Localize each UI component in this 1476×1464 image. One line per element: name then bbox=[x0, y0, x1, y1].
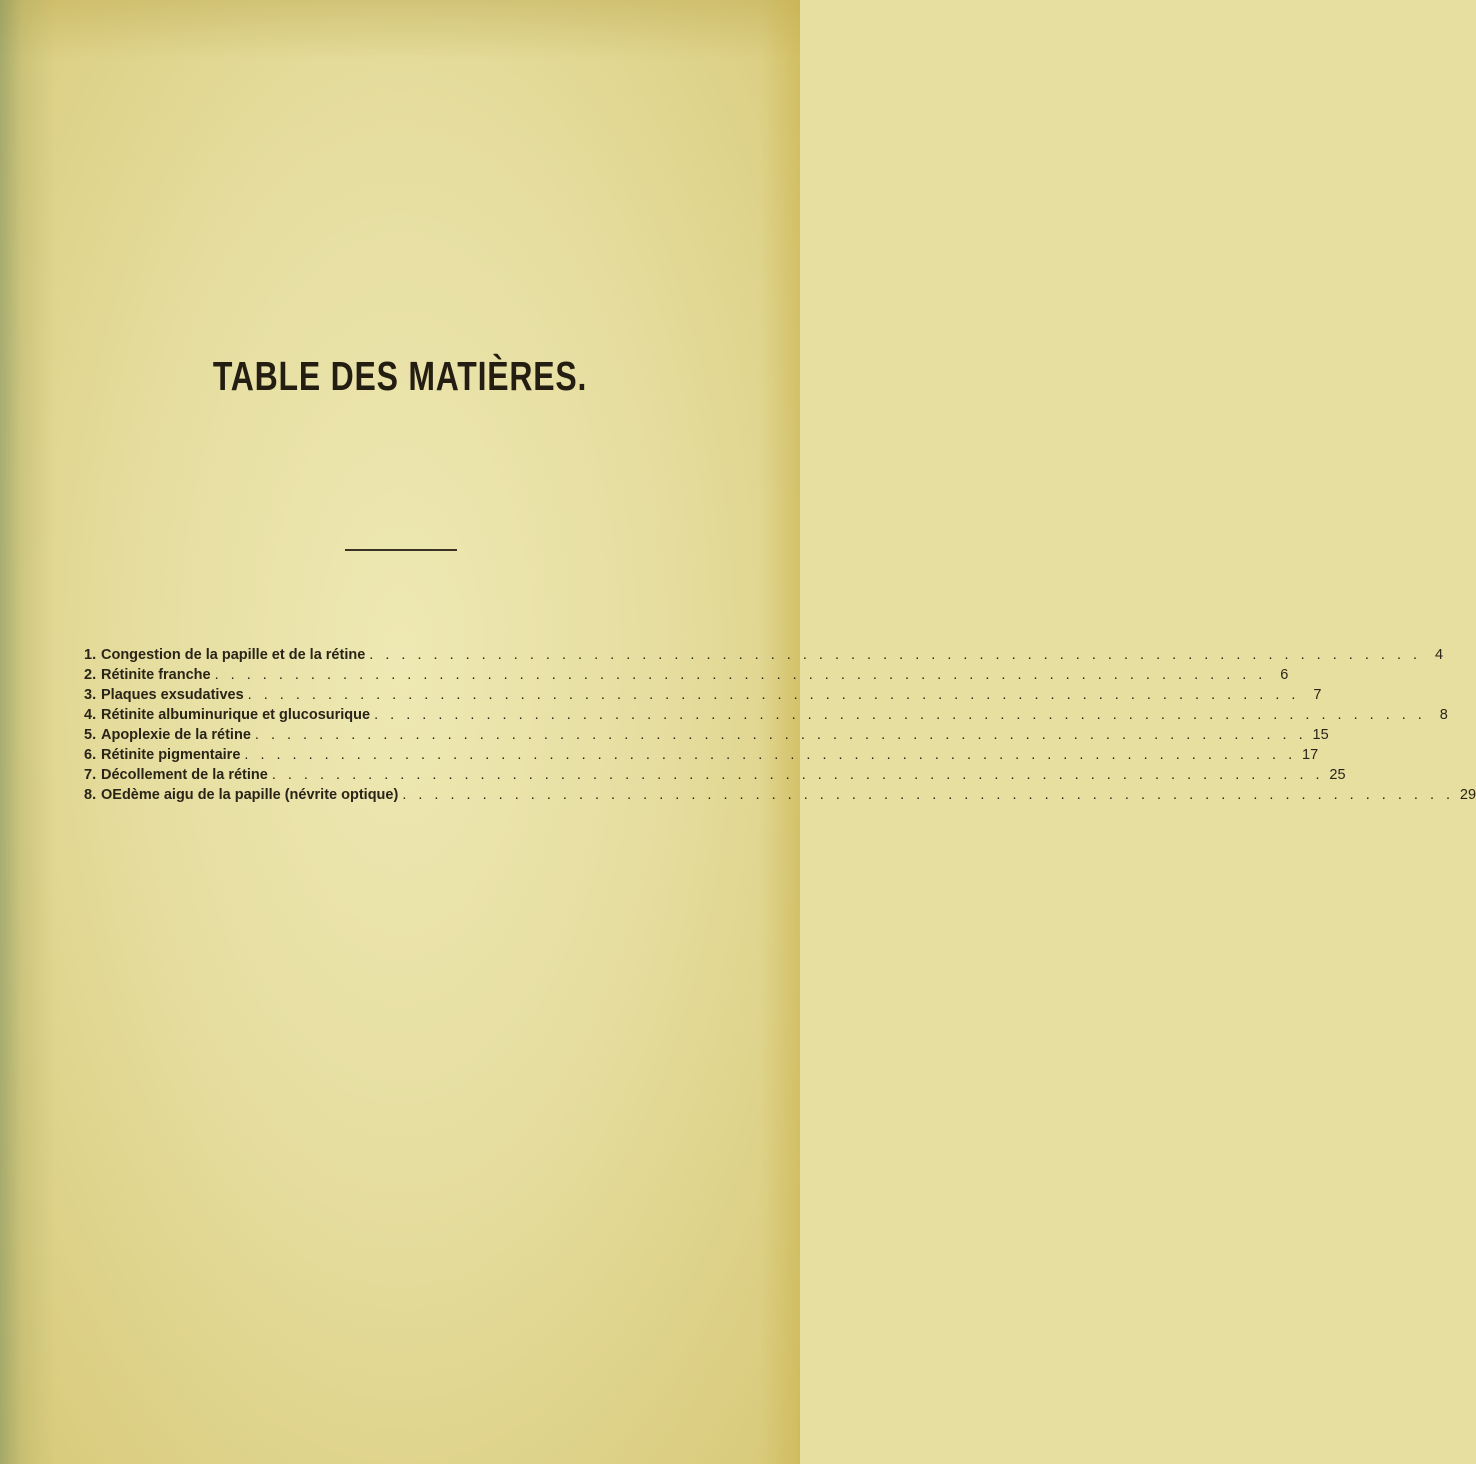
toc-entry-number: 2. bbox=[84, 667, 97, 683]
toc-entry-page: 8 bbox=[1439, 707, 1448, 723]
dot-leader bbox=[251, 727, 1307, 743]
toc-entry-page: 6 bbox=[1280, 667, 1289, 683]
page-edge-shadow-top bbox=[0, 0, 800, 60]
toc-entry-number: 1. bbox=[84, 647, 97, 663]
toc-entry bbox=[84, 687, 1322, 707]
toc-entry-page: 17 bbox=[1302, 747, 1319, 763]
page-edge-shadow-left bbox=[0, 0, 55, 1464]
toc-entry-label: Apoplexie de la rétine bbox=[101, 727, 251, 743]
toc-entry-number: 8. bbox=[84, 787, 97, 803]
title-divider bbox=[345, 549, 457, 551]
toc-entry bbox=[84, 667, 1289, 687]
dot-leader bbox=[244, 687, 1300, 703]
dot-leader bbox=[398, 787, 1454, 803]
toc-entry-number: 6. bbox=[84, 747, 97, 763]
page-title: TABLE DES MATIÈRES. bbox=[212, 353, 588, 399]
dot-leader bbox=[240, 747, 1296, 763]
dot-leader bbox=[268, 767, 1324, 783]
toc-entry-page: 25 bbox=[1329, 767, 1346, 783]
toc-entry-label: Rétinite albuminurique et glucosurique bbox=[101, 707, 371, 723]
toc-entry-number: 4. bbox=[84, 707, 97, 723]
toc-entry bbox=[84, 647, 1444, 667]
toc-entry-label: OEdème aigu de la papille (névrite optique) bbox=[101, 787, 399, 803]
toc-entry-page: 4 bbox=[1434, 647, 1444, 663]
toc-entry-label: Rétinite franche bbox=[101, 667, 211, 683]
dot-leader bbox=[365, 647, 1421, 663]
toc-entry-number: 7. bbox=[84, 767, 97, 783]
toc-entry-label: Décollement de la rétine bbox=[101, 767, 268, 783]
toc-entry bbox=[84, 747, 1319, 767]
dot-leader bbox=[211, 667, 1267, 683]
toc-entry-page: 29 bbox=[1459, 787, 1476, 803]
toc-entry bbox=[84, 787, 1476, 807]
toc-entry bbox=[84, 727, 1329, 747]
toc-entry bbox=[84, 767, 1346, 787]
toc-entry bbox=[84, 707, 1448, 727]
toc-entry-page: 7 bbox=[1313, 687, 1322, 703]
toc-entry-label: Plaques exsudatives bbox=[101, 687, 244, 703]
toc-entry-number: 3. bbox=[84, 687, 97, 703]
toc-entry-number: 5. bbox=[84, 727, 97, 743]
dot-leader bbox=[370, 707, 1426, 723]
toc-entry-page: 15 bbox=[1312, 727, 1329, 743]
table-of-contents bbox=[84, 647, 1476, 807]
toc-entry-label: Congestion de la papille et de la rétine bbox=[101, 647, 366, 663]
toc-entry-label: Rétinite pigmentaire bbox=[101, 747, 241, 763]
